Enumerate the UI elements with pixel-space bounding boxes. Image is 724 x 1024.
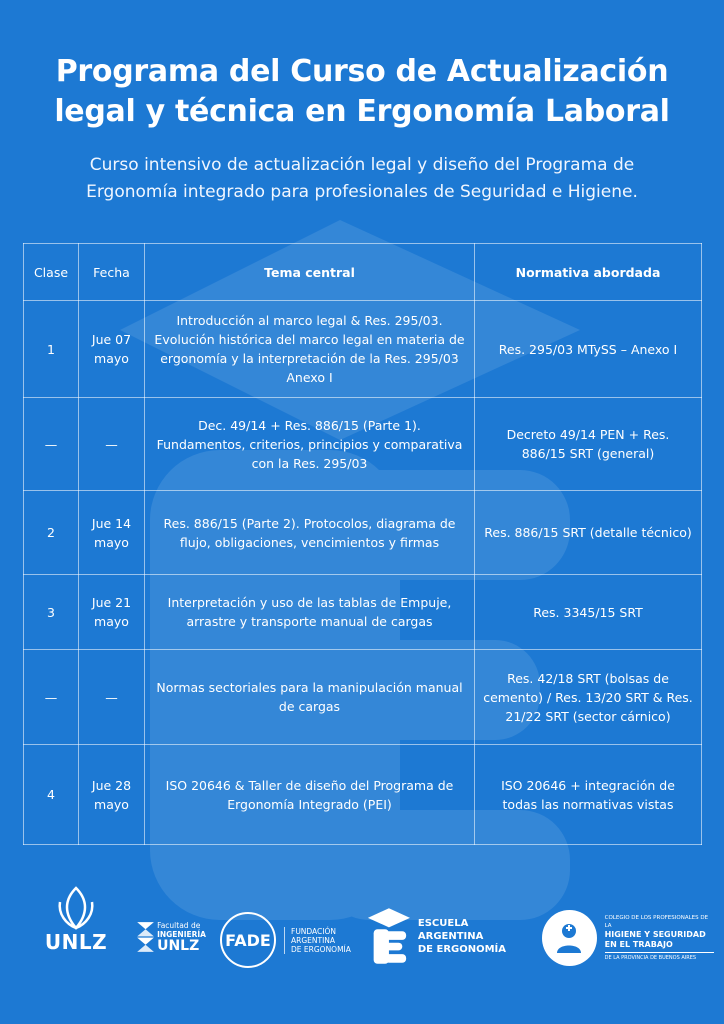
table-row xyxy=(24,575,702,650)
page-subtitle xyxy=(40,152,684,206)
cell-tema: Introducción al marco legal & Res. 295/03. Evolución histórica del marco legal en materia de ergonomía y la interpretación de la Res. 295/03 Anexo I xyxy=(145,301,475,398)
subtitle-line-1: Curso intensivo de actualización legal y diseño del Programa de xyxy=(89,155,635,175)
cell-clase: — xyxy=(24,650,79,745)
cell-fecha: Jue 21 mayo xyxy=(79,575,145,650)
escuela-logo xyxy=(366,904,532,968)
cell-tema: Res. 886/15 (Parte 2). Protocolos, diagrama de flujo, obligaciones, vencimientos y firmas xyxy=(145,491,475,575)
unlz-logo xyxy=(38,886,114,962)
title-line-1: Programa del Curso de Actualización xyxy=(55,54,669,89)
cell-clase: 3 xyxy=(24,575,79,650)
cell-fecha: Jue 14 mayo xyxy=(79,491,145,575)
fade-line-3: DE ERGONOMÍA xyxy=(291,944,351,954)
cell-clase: 2 xyxy=(24,491,79,575)
subtitle-line-2: Ergonomía integrado para profesionales de Seguridad e Higiene. xyxy=(86,182,638,202)
ingenieria-text xyxy=(157,921,206,954)
table-row xyxy=(24,301,702,398)
ingenieria-line-3: UNLZ xyxy=(157,937,200,954)
cell-fecha: Jue 28 mayo xyxy=(79,745,145,845)
person-badge-icon xyxy=(552,921,586,955)
logo-strip xyxy=(0,880,724,990)
cell-normativa: Res. 3345/15 SRT xyxy=(475,575,702,650)
colegio-line-4: DE LA PROVINCIA DE BUENOS AIRES xyxy=(605,952,714,962)
colegio-badge xyxy=(542,910,597,966)
ingenieria-line-1: Facultad de xyxy=(157,920,201,930)
colegio-logo xyxy=(542,908,714,968)
fade-line-1: FUNDACIÓN xyxy=(291,926,337,936)
header-fecha: Fecha xyxy=(79,244,145,301)
escuela-text xyxy=(418,917,532,956)
cell-tema: ISO 20646 & Taller de diseño del Programa de Ergonomía Integrado (PEI) xyxy=(145,745,475,845)
fade-circle xyxy=(220,912,276,968)
cell-normativa: Res. 42/18 SRT (bolsas de cemento) / Res. 13/20 SRT & Res. 21/22 SRT (sector cárnico) xyxy=(475,650,702,745)
cell-fecha: Jue 07 mayo xyxy=(79,301,145,398)
table-row xyxy=(24,398,702,491)
triangles-icon xyxy=(136,910,155,964)
schedule-table xyxy=(23,243,702,845)
fade-wordmark: FADE xyxy=(225,930,271,950)
fade-line-2: ARGENTINA xyxy=(291,935,336,945)
ingenieria-logo xyxy=(136,908,206,966)
table-row xyxy=(24,491,702,575)
header-tema: Tema central xyxy=(145,244,475,301)
fade-logo xyxy=(220,910,360,970)
cell-normativa: Res. 886/15 SRT (detalle técnico) xyxy=(475,491,702,575)
colegio-line-2: HIGIENE Y SEGURIDAD xyxy=(604,930,706,939)
ingenieria-line-2: INGENIERÍA xyxy=(157,929,206,939)
title-line-2: legal y técnica en Ergonomía Laboral xyxy=(54,94,670,129)
colegio-line-1: COLEGIO DE LOS PROFESIONALES DE LA xyxy=(604,915,709,929)
header-normativa: Normativa abordada xyxy=(475,244,702,301)
cell-fecha: — xyxy=(79,650,145,745)
escuela-line-2: DE ERGONOMÍA xyxy=(417,943,507,955)
graduation-e-icon xyxy=(366,905,412,967)
table-row xyxy=(24,745,702,845)
cell-normativa: ISO 20646 + integración de todas las normativas vistas xyxy=(475,745,702,845)
cell-fecha: — xyxy=(79,398,145,491)
escuela-line-1: ESCUELA ARGENTINA xyxy=(417,917,484,942)
cell-tema: Interpretación y uso de las tablas de Empuje, arrastre y transporte manual de cargas xyxy=(145,575,475,650)
cell-clase: 4 xyxy=(24,745,79,845)
fade-text xyxy=(284,927,351,954)
colegio-line-3: EN EL TRABAJO xyxy=(604,940,673,949)
cell-tema: Dec. 49/14 + Res. 886/15 (Parte 1). Fundamentos, criterios, principios y comparativa con la Res. 295/03 xyxy=(145,398,475,491)
cell-clase: — xyxy=(24,398,79,491)
cell-clase: 1 xyxy=(24,301,79,398)
cell-normativa: Res. 295/03 MTySS – Anexo I xyxy=(475,301,702,398)
table-row xyxy=(24,650,702,745)
header-clase: Clase xyxy=(24,244,79,301)
table-header-row xyxy=(24,244,702,301)
page-title xyxy=(20,52,704,132)
colegio-text xyxy=(605,914,714,962)
cell-normativa: Decreto 49/14 PEN + Res. 886/15 SRT (general) xyxy=(475,398,702,491)
cell-tema: Normas sectoriales para la manipulación manual de cargas xyxy=(145,650,475,745)
unlz-wordmark: UNLZ xyxy=(44,930,108,954)
leaf-icon xyxy=(56,886,96,930)
